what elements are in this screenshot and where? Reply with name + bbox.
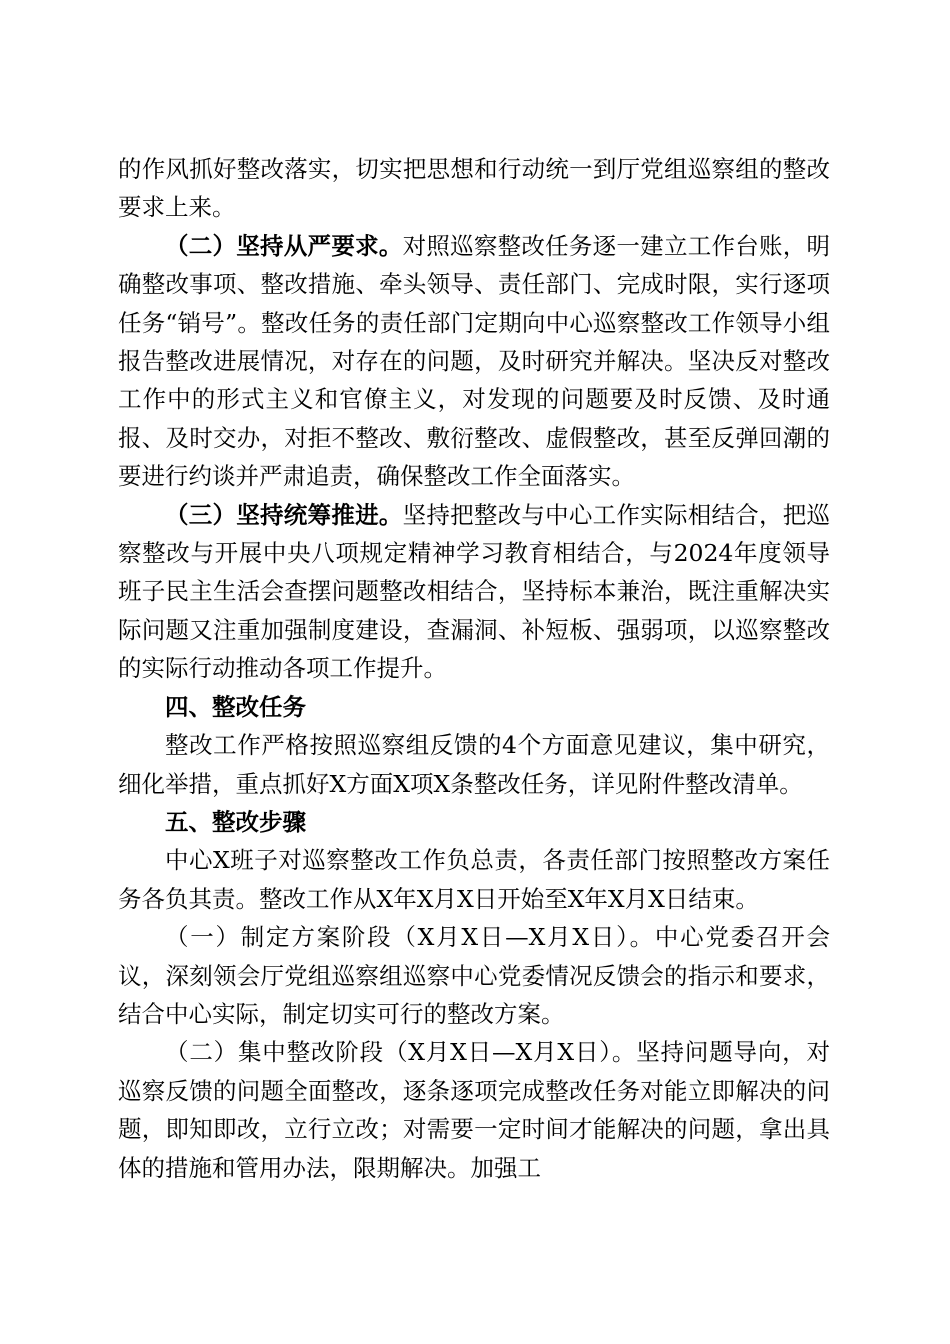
paragraph-coordinated-advance (118, 496, 830, 688)
paragraph-strict-requirements (118, 227, 830, 496)
paragraph-steps: 中心X班子对巡察整改工作负总责，各责任部门按照整改方案任务各负其责。整改工作从X年X月X日开始至X年X月X日结束。 (118, 846, 830, 913)
subheading-coordinated-advance: （三）坚持统筹推进。 (165, 500, 403, 529)
paragraph-rectification-stage (118, 1033, 830, 1187)
section-heading-steps: 五、整改步骤 (165, 807, 306, 836)
document-body (118, 150, 830, 1187)
stage-heading-plan: （一）制定方案阶段（X月X日—X月X日）。 (165, 923, 655, 952)
paragraph-tasks: 整改工作严格按照巡察组反馈的4个方面意见建议，集中研究，细化举措，重点抓好X方面X项X条整改任务，详见附件整改清单。 (118, 731, 830, 798)
paragraph-continuation: 的作风抓好整改落实，切实把思想和行动统一到厅党组巡察组的整改要求上来。 (118, 155, 830, 222)
paragraph-text: 对照巡察整改任务逐一建立工作台账，明确整改事项、整改措施、牵头领导、责任部门、完成时限，实行逐项任务“销号”。整改任务的责任部门定期向中心巡察整改工作领导小组报告整改进展情况，对存在的问题，及时研究并解决。坚决反对整改工作中的形式主义和官僚主义，对发现的问题要及时反馈、及时通报、及时交办，对拒不整改、敷衍整改、虚假整改，甚至反弹回潮的要进行约谈并严肃追责，确保整改工作全面落实。 (118, 231, 831, 491)
paragraph-text: 坚持把整改与中心工作实际相结合，把巡察整改与开展中央八项规定精神学习教育相结合，与2024年度领导班子民主生活会查摆问题整改相结合，坚持标本兼治，既注重解决实际问题又注重加强制度建设，查漏洞、补短板、强弱项，以巡察整改的实际行动推动各项工作提升。 (118, 500, 831, 683)
paragraph-text: 中心党委召开会议，深刻领会厅党组巡察组巡察中心党委情况反馈会的指示和要求，结合中心实际，制定切实可行的整改方案。 (118, 923, 830, 1028)
subheading-strict-requirements: （二）坚持从严要求。 (165, 231, 403, 260)
section-heading-tasks: 四、整改任务 (165, 692, 306, 721)
paragraph-text: 坚持问题导向，对巡察反馈的问题全面整改，逐条逐项完成整改任务对能立即解决的问题，即知即改，立行立改；对需要一定时间才能解决的问题，拿出具体的措施和管用办法，限期解决。加强工 (118, 1038, 831, 1182)
paragraph-plan-stage (118, 918, 830, 1033)
stage-heading-rectification: （二）集中整改阶段（X月X日—X月X日）。 (165, 1038, 637, 1067)
